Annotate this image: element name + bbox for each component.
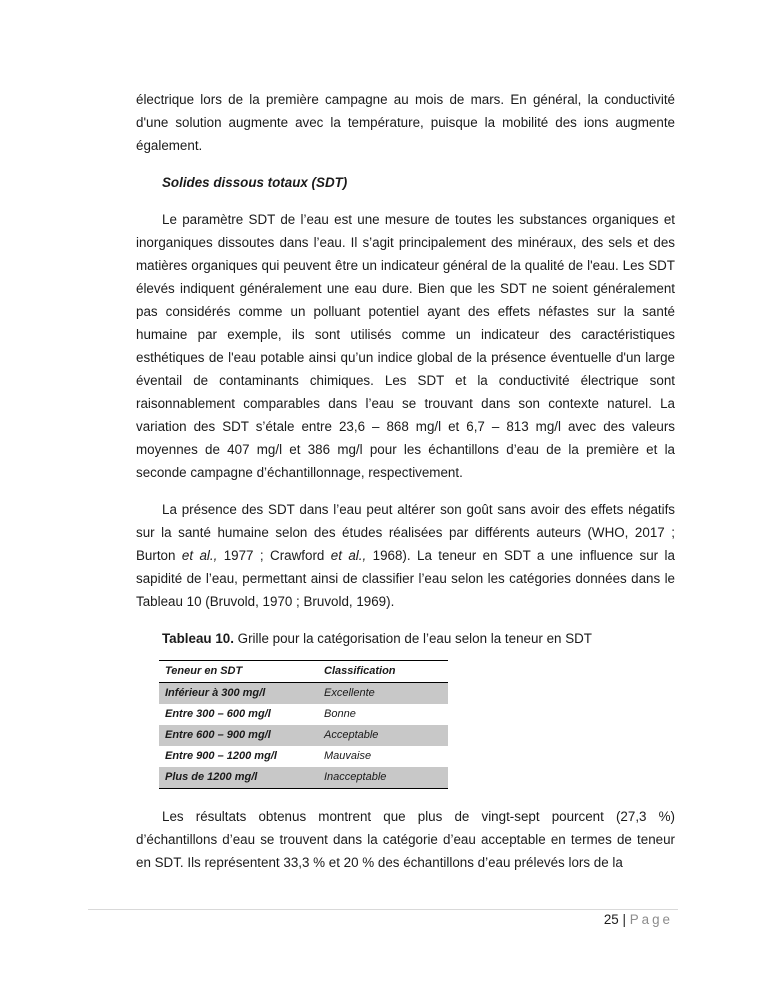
table-header-teneur: Teneur en SDT: [159, 661, 318, 683]
paragraph-text: 1968). La teneur en SDT a une influence sur la sapidité de l’eau, permettant ainsi de classifier l’eau selon les catégories données dans le Tableau 10 (Bruvold, 1970 ; Bruvold, 1969).: [136, 548, 675, 609]
document-page: [136, 88, 675, 888]
table-header-classification: Classification: [318, 661, 448, 683]
table-caption-label: Tableau 10.: [162, 631, 234, 646]
page-label: Page: [629, 912, 673, 927]
paragraph-sdt-taste: [136, 498, 675, 613]
citation-etal: et al.,: [181, 548, 218, 563]
table-row: [159, 704, 448, 725]
table-header-row: [159, 661, 448, 683]
table-row: [159, 725, 448, 746]
page-footer: [604, 912, 673, 927]
table-cell-teneur: Entre 900 – 1200 mg/l: [165, 750, 277, 762]
paragraph-results: Les résultats obtenus montrent que plus de vingt-sept pourcent (27,3 %) d’échantillons d’eau se trouvent dans la catégorie d’eau acceptable en termes de teneur en SDT. Ils représentent 33,3 % et 20 % des échantillons d’eau prélevés lors de la: [136, 809, 675, 870]
paragraph-text: La présence des SDT dans l’eau peut altérer son goût sans avoir des effets négatifs sur la santé humaine selon des études réalisées par différents auteurs (WHO, 2017 ; Burton: [136, 502, 675, 563]
page-number: 25: [603, 912, 619, 927]
table-cell-teneur: Entre 300 – 600 mg/l: [165, 708, 271, 720]
table-cell-classification: Acceptable: [318, 725, 448, 746]
footer-separator: |: [622, 912, 626, 927]
table-cell-classification: Mauvaise: [324, 750, 372, 762]
table-row: [159, 746, 448, 767]
table-cell-classification: Inacceptable: [318, 767, 448, 789]
footer-divider: [88, 909, 678, 910]
sdt-classification-table: [159, 660, 448, 789]
table-cell-classification: Excellente: [318, 683, 448, 705]
table-caption-text: Grille pour la catégorisation de l’eau selon la teneur en SDT: [233, 631, 592, 646]
table-cell-teneur: Inférieur à 300 mg/l: [159, 683, 318, 705]
paragraph-conductivity-end: électrique lors de la première campagne au mois de mars. En général, la conductivité d'une solution augmente avec la température, puisque la mobilité des ions augmente également.: [136, 92, 675, 153]
table-cell-teneur: Entre 600 – 900 mg/l: [159, 725, 318, 746]
table-caption: [162, 627, 675, 650]
table-cell-classification: Bonne: [324, 708, 356, 720]
table-cell-teneur: Plus de 1200 mg/l: [159, 767, 318, 789]
paragraph-sdt-definition: Le paramètre SDT de l’eau est une mesure de toutes les substances organiques et inorganiques dissoutes dans l’eau. Il s’agit principalement des minéraux, des sels et des matières organiques qui peuvent être un indicateur général de la qualité de l'eau. Les SDT élevés indiquent généralement une eau dure. Bien que les SDT ne soient généralement pas considérés comme un polluant potentiel ayant des effets néfastes sur la santé humaine par exemple, ils sont utilisés comme un indicateur des caractéristiques esthétiques de l'eau potable ainsi qu’un indice global de la présence éventuelle d'un large éventail de contaminants chimiques. Les SDT et la conductivité électrique sont raisonnablement comparables dans l’eau se trouvant dans son contexte naturel. La variation des SDT s’étale entre 23,6 – 868 mg/l et 6,7 – 813 mg/l avec des valeurs moyennes de 407 mg/l et 386 mg/l pour les échantillons d’eau de la première et la seconde campagne d’échantillonnage, respectivement.: [136, 212, 675, 480]
table-row: [159, 683, 448, 705]
paragraph-text: 1977 ; Crawford: [217, 548, 331, 563]
section-heading-sdt: Solides dissous totaux (SDT): [162, 175, 348, 190]
citation-etal: et al.,: [330, 548, 367, 563]
table-row: [159, 767, 448, 789]
